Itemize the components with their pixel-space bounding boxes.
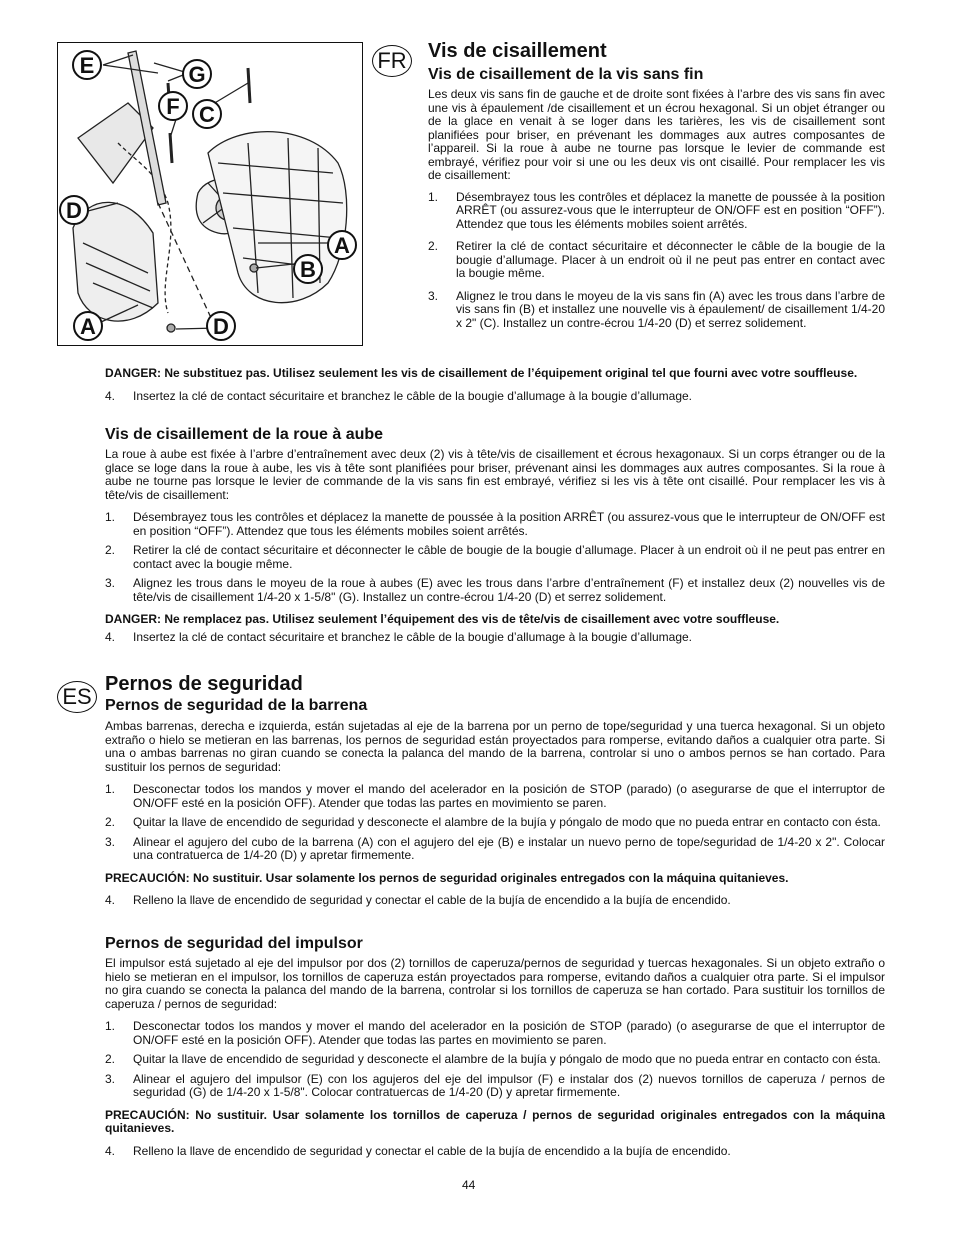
step-text: Insertez la clé de contact sécuritaire et branchez le câble de la bougie d’allumage à la bougie d’allumage. [133,388,693,403]
step-text: Désembrayez tous les contrôles et déplacez la manette de poussée à la position ARRÊT (ou assurez-vous que le interrupteur de ON/OFF est en position “OFF”). Attendez que tous les éléments mobiles soient arrêtés. [133,510,885,538]
es-impeller-intro: El impulsor está sujetado al eje del impulsor por dos (2) tornillos de caperuza/pernos de seguridad y tuercas hexagonales. Si un objeto extraño o hielo se metieran en el impulsor, los tornillos de caperuza están proyectados para romperse, evitando daños a cualquier otra parte. Si el impulsor no gira cuando se conecta la palanca del mando de la barrena, controlar si los tornillos de caperuza se han cortado. Para sustituir los tornillos de caperuza / pernos de seguridad: [105,956,885,1011]
es-impeller-step-1 [105,1020,885,1047]
step-number: 2. [105,815,116,829]
es-impeller-body [105,957,885,1158]
fr-auger-step-4 [105,390,885,404]
figure-label-e: E [72,50,102,80]
fr-impeller-step-3 [105,577,885,604]
fr-impeller-heading: Vis de cisaillement de la roue à aube [105,426,384,443]
step-number: 1. [428,189,439,204]
step-text: Relleno la llave de encendido de seguridad y conectar el cable de la bujía de encendido a la bujía de encendido. [133,1143,731,1158]
step-number: 4. [105,629,116,644]
es-auger-step-1 [105,783,885,810]
es-auger-heading: Pernos de seguridad de la barrena [105,697,368,714]
fr-auger-body [428,88,885,330]
auger-assembly-illustration [58,43,361,344]
fr-section-title: Vis de cisaillement [428,40,607,62]
fr-auger-heading: Vis de cisaillement de la vis sans fin [428,66,704,83]
step-text: Insertez la clé de contact sécuritaire et branchez le câble de la bougie d’allumage à la bougie d’allumage. [133,629,693,644]
es-impeller-step-2 [105,1053,885,1067]
step-number: 3. [428,288,439,303]
es-impeller-caution: PRECAUCIÓN: No sustituir. Usar solamente los tornillos de caperuza / pernos de seguridad originales entregados con la máquina quitanieves. [105,1107,885,1135]
es-impeller-step-4 [105,1145,885,1159]
es-impeller-heading: Pernos de seguridad del impulsor [105,935,363,952]
step-text: Alignez les trous dans le moyeu de la roue à aubes (E) avec les trous dans l’arbre d’entraînement (F) et installez deux (2) nouvelles vis de tête/vis de cisaillement 1/4-20 x 1-5/8" (G). Installez un contre-écrou 1/4-20 (D) et serrez solidement. [133,576,885,604]
fr-impeller-step-4 [105,631,885,645]
step-number: 4. [105,1143,116,1158]
figure-label-b: B [293,254,323,284]
step-number: 2. [105,543,116,557]
step-number: 2. [428,239,439,253]
step-number: 1. [105,782,116,796]
step-text: Quitar la llave de encendido de seguridad y desconecte el alambre de la bujía y póngalo de modo que no pueda entrar en contacto con ésta. [133,815,881,829]
figure-label-d-bottom: D [206,311,236,341]
fr-auger-intro: Les deux vis sans fin de gauche et de droite sont fixées à l’arbre des vis sans fin avec une vis à épaulement /de cisaillement et un écrou hexagonal. Si un objet étranger ou de la glace en venait à se loger dans les tarières, les vis de cisaillement sont planifiées pour briser, en prévenant les dommages aux autres composantes de l’appareil. Si la roue à aube ne tourne pas lorsque le levier de commande est embrayé, vérifiez pour voir si une ou les deux vis ont cisaillé. Pour remplacer les vis de cisaillement: [428,87,885,182]
step-text: Désembrayez tous les contrôles et déplacez la manette de poussée à la position ARRÊT (ou assurez-vous que le interrupteur de ON/OFF est en position “OFF”). Attendez que tous les éléments mobiles soient arrêtés. [456,189,885,231]
language-badge-fr: FR [372,45,412,77]
fr-impeller-danger: DANGER: Ne remplacez pas. Utilisez seulement l’équipement des vis de tête/vis de cisaillement avec votre souffleuse. [105,612,780,626]
fr-impeller-step-1 [105,511,885,538]
step-number: 3. [105,1071,116,1086]
language-badge-es: ES [57,681,97,713]
step-text: Retirer la clé de contact sécuritaire et déconnecter le câble de bougie de la bougie d’allumage. Placer à un endroit où il ne peut pas entrer en contact avec la bougie même. [133,543,885,571]
step-text: Retirer la clé de contact sécuritaire et déconnecter le câble de la bougie de la bougie d’allumage. Placer à un endroit où il ne peut pas entrer en contact avec la bougie même. [456,239,885,280]
fr-auger-bottom [105,367,885,403]
es-auger-step-4 [105,894,885,908]
figure-label-g: G [182,59,212,89]
page-number: 44 [462,1178,476,1192]
step-number: 1. [105,510,116,524]
step-number: 4. [105,893,116,907]
fr-auger-step-1 [428,191,885,232]
step-number: 4. [105,388,116,403]
step-number: 2. [105,1052,116,1066]
fr-auger-step-3 [428,290,885,331]
step-number: 3. [105,834,116,849]
fr-impeller-intro: La roue à aube est fixée à l’arbre d’entraînement avec deux (2) vis à tête/vis de cisaillement et écrous hexagonaux. Si un corps étranger ou de la glace se loge dans la roue à aube, les vis à tête sont planifiées pour briser, prévenant ainsi les dommages aux autres composantes. Si la roue à aube ne tourne pas lorsque le levier de commande de la vis sans fin est embrayé, vérifiez si les vis à tête ont cisaillé. Pour remplacer les vis à tête/vis de cisaillement: [105,447,885,502]
figure-label-d-top: D [59,195,89,225]
fr-auger-danger: DANGER: Ne substituez pas. Utilisez seulement les vis de cisaillement de l’équipement original tel que fourni avec votre souffleuse. [105,366,858,380]
fr-impeller-step-2 [105,544,885,571]
es-auger-caution: PRECAUCIÓN: No sustituir. Usar solamente los pernos de seguridad originales entregados con la máquina quitanieves. [105,870,789,885]
step-text: Quitar la llave de encendido de seguridad y desconecte el alambre de la bujía y póngalo de modo que no pueda entrar en contacto con ésta. [133,1052,881,1066]
step-text: Alinear el agujero del impulsor (E) con los agujeros del eje del impulsor (F) e instalar dos (2) nuevos tornillos de caperuza / pernos de seguridad (G) de 1/4-20 x 1-5/8". Colocar contratuercas de 1/4-20 (D) y apretar firmemente. [133,1071,885,1099]
step-text: Desconectar todos los mandos y mover el mando del acelerador en la posición de STOP (parado) (o asegurarse de que el interruptor de ON/OFF esté en la posición OFF). Atender que todas las partes en movimiento se paren. [133,1019,885,1047]
fr-auger-step-2 [428,240,885,281]
figure-label-a-left: A [73,311,103,341]
step-text: Relleno la llave de encendido de seguridad y conectar el cable de la bujía de encendido a la bujía de encendido. [133,893,731,907]
figure-label-a-right: A [327,230,357,260]
step-number: 1. [105,1019,116,1033]
es-impeller-step-3 [105,1073,885,1100]
step-text: Alinear el agujero del cubo de la barrena (A) con el agujero del eje (B) e instalar un nuevo perno de tope/seguridad de 1/4-20 x 2". Colocar una contratuerca de 1/4-20 (D) y apretar firmemente. [133,834,885,862]
shear-bolt-diagram [57,42,363,346]
step-text: Desconectar todos los mandos y mover el mando del acelerador en la posición de STOP (parado) (o asegurarse de que el interruptor de ON/OFF esté en la posición OFF). Atender que todas las partes en movimiento se paren. [133,782,885,810]
es-auger-intro: Ambas barrenas, derecha e izquierda, están sujetadas al eje de la barrena por un perno de tope/seguridad y una tuerca hexagonal. Si un objeto extraño o hielo se metieran en las barrenas, los pernos de seguridad están proyectados para romperse, evitando daños a cualquier otra parte. Si una o ambas barrenas no giran cuando se conecta la palanca del mando de la barrena, controlar si uno o ambos pernos se han cortado. Para sustituir los pernos de seguridad: [105,719,885,774]
fr-impeller-body [105,448,885,644]
es-auger-body [105,720,885,908]
es-auger-step-2 [105,816,885,830]
figure-label-c: C [192,99,222,129]
es-auger-step-3 [105,836,885,863]
step-number: 3. [105,576,116,590]
es-section-title: Pernos de seguridad [105,673,303,695]
step-text: Alignez le trou dans le moyeu de la vis sans fin (A) avec les trous dans l’arbre de vis sans fin (B) et installez une nouvelle vis à épaulement/ de cisaillement 1/4-20 x 2" (C). Installez un contre-écrou 1/4-20 (D) et serrez solidement. [456,288,885,330]
figure-label-f: F [158,91,188,121]
